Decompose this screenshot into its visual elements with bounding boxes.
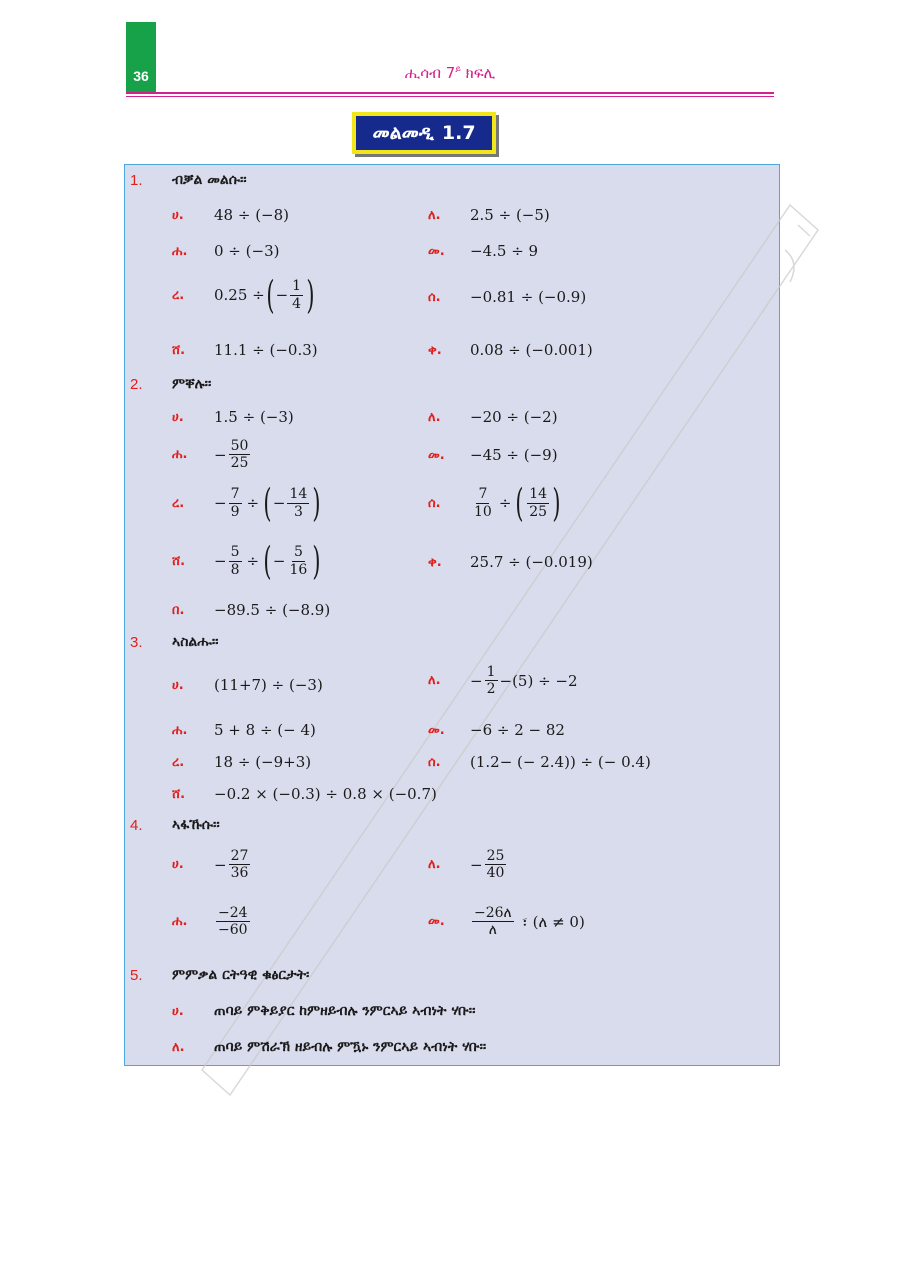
expression: −4.5 ÷ 9 (470, 242, 539, 260)
denominator: 36 (230, 865, 249, 882)
running-header (300, 64, 600, 82)
label: ረ. (172, 754, 185, 770)
q4-d (428, 905, 585, 938)
statement: ጠባይ ምቅይያር ከምዘይብሉ ንምርኣይ ኣብነት ሃቡ፡፡ (214, 1003, 476, 1019)
expression: − $\frac{1}{2}$ −(5) ÷ −2 (470, 664, 578, 698)
exercise-word: መልመዲ (372, 122, 434, 144)
q1-h (428, 341, 593, 359)
q3-c (172, 721, 316, 739)
label: ለ. (428, 207, 441, 223)
expression: −45 ÷ (−9) (470, 446, 558, 464)
expression: 18 ÷ (−9+3) (214, 753, 312, 771)
expression: 0.08 ÷ (−0.001) (470, 341, 593, 359)
q1-instruction: ብቓል መልሱ፡፡ (172, 172, 247, 188)
label: ለ. (172, 1039, 185, 1055)
numerator: 1 (486, 664, 496, 680)
header-title-end: ክፍሊ (465, 64, 496, 82)
expression: − $\frac{5}{8}$ ÷ ( − $\frac{5}{16}$ ) (214, 539, 321, 583)
q4-number: 4. (130, 817, 143, 834)
expression: 1.5 ÷ (−3) (214, 408, 294, 426)
q4-c (172, 905, 252, 938)
q2-instruction: ምቐሉ፡፡ (172, 376, 212, 392)
denominator: 25 (230, 455, 249, 472)
expression (470, 905, 585, 938)
numerator: 25 (486, 848, 505, 864)
label: ለ. (428, 409, 441, 425)
fraction (229, 544, 242, 577)
label: መ. (428, 243, 445, 259)
q4-instruction: ኣፋኹሱ፡፡ (172, 817, 220, 833)
q3-f (428, 753, 651, 771)
denominator: 9 (230, 503, 240, 520)
expression: 5 + 8 ÷ (− 4) (214, 721, 316, 739)
q1-e (172, 273, 316, 317)
expression: 0 ÷ (−3) (214, 242, 280, 260)
expression: − $\frac{27}{36}$ (214, 848, 249, 882)
q2-d (428, 446, 558, 464)
numerator: −24 (218, 905, 248, 921)
expr-part: 0.25 ÷ (214, 286, 265, 304)
denominator: 2 (486, 681, 496, 698)
label: ሀ. (172, 1003, 184, 1019)
fraction (527, 486, 549, 519)
q3-g (172, 785, 437, 803)
label: ሰ. (428, 754, 441, 770)
q2-e (172, 481, 322, 525)
fraction (229, 438, 251, 471)
expression: 2.5 ÷ (−5) (470, 206, 550, 224)
q3-d (428, 721, 565, 739)
q2-h (428, 553, 593, 571)
numerator: 14 (289, 486, 308, 503)
expression: 0.25 ÷ ( − $\frac{1}{4}$ ) (214, 273, 315, 317)
numerator: −26ለ (474, 905, 512, 921)
label: ሐ. (172, 447, 188, 463)
numerator: 14 (529, 486, 548, 503)
denominator: 10 (474, 503, 492, 520)
expression: $\frac{7}{10}$ ÷ ( $\frac{14}{25}$ ) (474, 481, 561, 525)
q1-f (428, 288, 586, 306)
q5-instruction: ምምቃል ርትዓዊ ቁፅርታት፡ (172, 967, 310, 983)
q1-b (428, 206, 550, 224)
numerator: 5 (230, 544, 240, 561)
label: ሀ. (172, 677, 184, 693)
expression: (1.2− (− 2.4)) ÷ (− 0.4) (470, 753, 651, 771)
denominator: −60 (218, 922, 248, 939)
expression: 48 ÷ (−8) (214, 206, 290, 224)
expression: − $\frac{50}{25}$ (214, 438, 249, 472)
label: ለ. (428, 857, 441, 873)
expression: −89.5 ÷ (−8.9) (214, 601, 331, 619)
label: ሐ. (172, 914, 188, 930)
fraction (472, 486, 494, 519)
label: ሰ. (428, 289, 441, 305)
condition: ፣ (ለ ≠ 0) (521, 912, 585, 931)
fraction (216, 905, 250, 938)
expression: 11.1 ÷ (−0.3) (214, 341, 318, 359)
expression: −0.81 ÷ (−0.9) (470, 288, 587, 306)
label: ሰ. (428, 495, 441, 511)
q4-a (172, 848, 252, 881)
numerator: 50 (230, 438, 249, 454)
expression: −0.2 × (−0.3) ÷ 0.8 × (−0.7) (214, 785, 437, 803)
q2-a (172, 408, 294, 426)
fraction (287, 486, 309, 519)
label: መ. (428, 914, 445, 930)
expression (214, 905, 252, 938)
label: መ. (428, 722, 445, 738)
q3-b (428, 664, 578, 697)
header-title-main: ሒሳብ 7 (404, 64, 456, 82)
expression: 25.7 ÷ (−0.019) (470, 553, 593, 571)
q3-number: 3. (130, 634, 143, 651)
expression: − $\frac{7}{9}$ ÷ ( − $\frac{14}{3}$ ) (214, 481, 321, 525)
denominator: 4 (292, 295, 302, 312)
expression: −6 ÷ 2 − 82 (470, 721, 565, 739)
label: ረ. (172, 495, 185, 511)
denominator: 25 (529, 503, 548, 520)
q1-d (428, 242, 538, 260)
label: ቀ. (428, 554, 442, 570)
fraction (290, 278, 303, 311)
fraction (229, 848, 251, 881)
q1-a (172, 206, 289, 224)
q3-instruction: ኣስልሑ፡፡ (172, 634, 219, 650)
expression: − $\frac{25}{40}$ (470, 848, 505, 882)
numerator: 7 (478, 486, 488, 503)
numerator: 5 (293, 544, 303, 561)
numerator: 27 (230, 848, 249, 864)
label: ሀ. (172, 207, 184, 223)
statement: ጠባይ ምሽራኽ ዘይብሉ ምዃኑ ንምርኣይ ኣብነት ሃቡ፡፡ (214, 1039, 487, 1055)
header-rule-thin (126, 96, 774, 97)
numerator: 1 (292, 278, 302, 295)
denominator: 8 (230, 561, 240, 578)
fraction (485, 848, 507, 881)
q2-f (428, 481, 562, 525)
label: ሸ. (172, 786, 186, 802)
fraction (472, 905, 514, 938)
q1-number: 1. (130, 172, 143, 189)
q3-e (172, 753, 311, 771)
label: ለ. (428, 673, 441, 689)
label: ሀ. (172, 857, 184, 873)
expr-part: −(5) ÷ −2 (499, 671, 578, 690)
exercise-number: 1.7 (441, 122, 476, 144)
denominator: ለ (488, 922, 497, 939)
header-rule (126, 92, 774, 94)
q2-c (172, 438, 252, 471)
numerator: 7 (230, 486, 240, 503)
label: ቀ. (428, 342, 442, 358)
q5-number: 5. (130, 967, 143, 984)
q2-number: 2. (130, 376, 143, 393)
expression: −20 ÷ (−2) (470, 408, 558, 426)
q1-c (172, 242, 279, 260)
exercise-title-box (352, 112, 496, 154)
label: መ. (428, 447, 445, 463)
label: ረ. (172, 287, 185, 303)
q3-a (172, 676, 323, 694)
label: ሀ. (172, 409, 184, 425)
denominator: 16 (289, 561, 308, 578)
label: በ. (172, 602, 185, 618)
fraction (287, 544, 309, 577)
label: ሸ. (172, 342, 186, 358)
q2-b (428, 408, 558, 426)
fraction (485, 664, 498, 697)
expression: (11+7) ÷ (−3) (214, 676, 323, 694)
denominator: 40 (486, 865, 505, 882)
q5-a (172, 1003, 475, 1019)
q4-b (428, 848, 508, 881)
label: ሐ. (172, 722, 188, 738)
label: ሐ. (172, 243, 188, 259)
q1-g (172, 341, 318, 359)
page-number: 36 (133, 68, 149, 84)
q2-i (172, 601, 330, 619)
q2-g (172, 539, 322, 583)
denominator: 3 (293, 503, 303, 520)
fraction (229, 486, 242, 519)
q5-b (172, 1039, 486, 1055)
header-title-sup: ይ (455, 65, 461, 75)
label: ሸ. (172, 553, 186, 569)
